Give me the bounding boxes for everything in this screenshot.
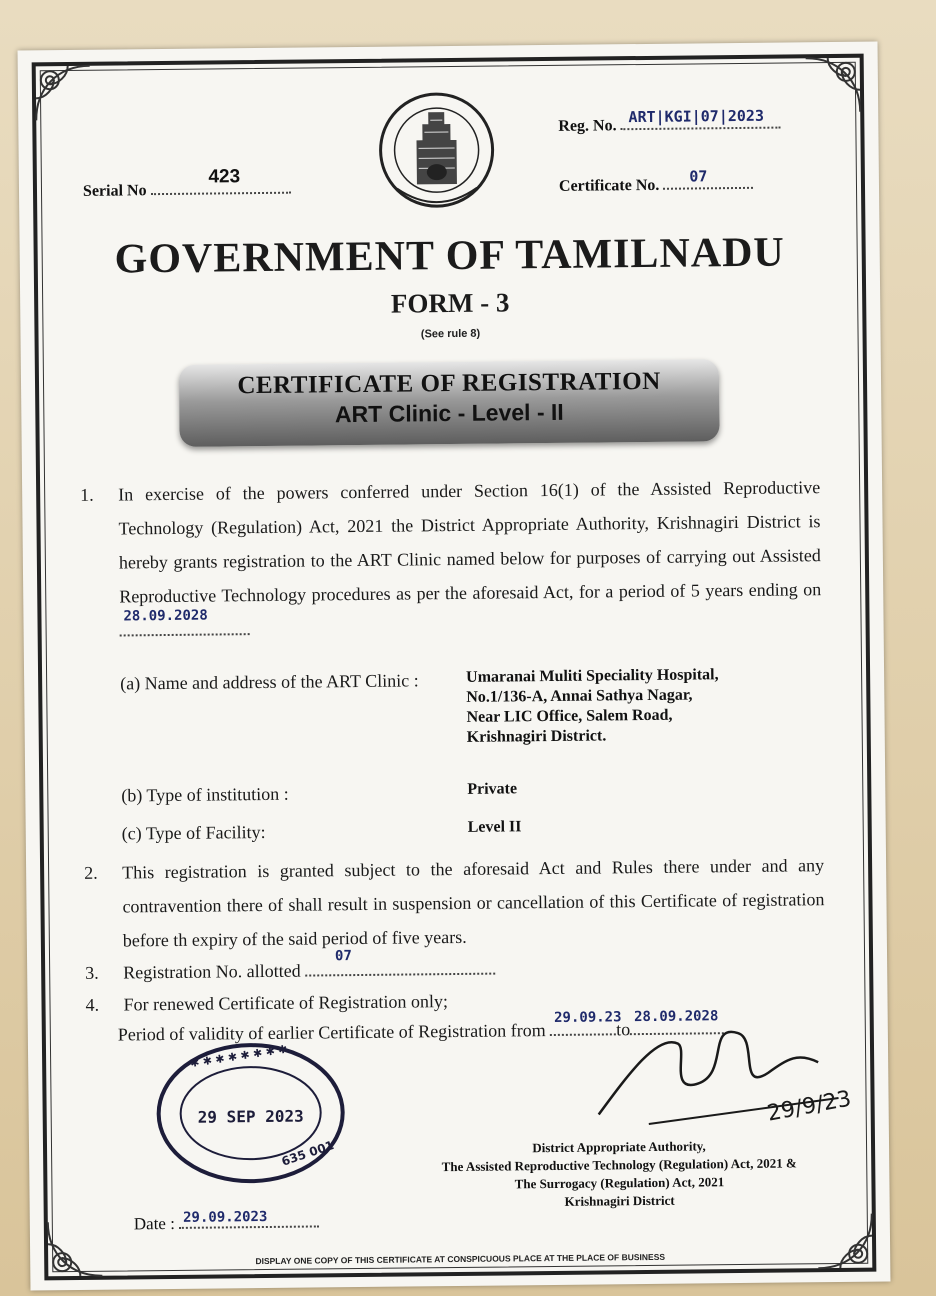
- display-notice: DISPLAY ONE COPY OF THIS CERTIFICATE AT CONSPICUOUS PLACE AT THE PLACE OF BUSINESS: [255, 1251, 666, 1267]
- serial-number: [82, 166, 291, 201]
- corner-ornament-icon: [798, 50, 869, 121]
- address-line: Near LIC Office, Salem Road,: [466, 706, 673, 726]
- date-value: 29.09.2023: [183, 1208, 268, 1226]
- authority-line: The Assisted Reproductive Technology (Regulation) Act, 2021 &: [441, 1155, 797, 1175]
- registration-allotted-label: Registration No. allotted: [123, 960, 301, 983]
- banner-line1: CERTIFICATE OF REGISTRATION: [237, 367, 661, 400]
- reg-label: Reg. No.: [558, 117, 617, 135]
- registration-number: [558, 106, 780, 136]
- seal-date: 29 SEP 2023: [197, 1106, 304, 1127]
- paragraph-number: 3.: [85, 962, 99, 983]
- paragraph-1: [80, 470, 822, 648]
- facility-type-value: Level II: [467, 818, 522, 836]
- official-seal-stamp: [150, 1037, 352, 1189]
- facility-type-label: (c) Type of Facility:: [121, 821, 266, 844]
- paragraph-2-text: This registration is granted subject to the aforesaid Act and Rules there under and any contravention there of shall result in suspension or cancellation of this Certificate of registration before th expiry of the said period of five years.: [122, 855, 825, 951]
- paragraph-2: [84, 848, 825, 958]
- corner-ornament-icon: [810, 1206, 881, 1277]
- authority-line: District Appropriate Authority,: [532, 1138, 706, 1156]
- form-title: FORM - 3: [390, 287, 510, 319]
- certificate-number: [558, 167, 754, 196]
- authority-line: Krishnagiri District: [564, 1192, 675, 1209]
- cert-label: Certificate No.: [558, 176, 660, 195]
- address-line: Umaranai Muliti Speciality Hospital,: [466, 666, 719, 686]
- certificate-page: [18, 42, 891, 1291]
- issue-date: [134, 1207, 320, 1234]
- validity-from: 29.09.23: [553, 1009, 622, 1026]
- banner-line2: ART Clinic - Level - II: [334, 398, 564, 428]
- rule-reference: (See rule 8): [420, 327, 481, 341]
- clinic-address: [466, 665, 719, 748]
- certificate-banner: [179, 359, 720, 447]
- reg-value: ART|KGI|07|2023: [628, 106, 765, 127]
- validity-to-word: to: [616, 1019, 631, 1040]
- serial-label: Serial No: [82, 182, 147, 200]
- corner-ornament-icon: [40, 1214, 111, 1285]
- institution-type-label: (b) Type of institution :: [121, 783, 289, 806]
- validity-label: Period of validity of earlier Certificate of Registration from: [117, 1020, 546, 1045]
- address-line: Krishnagiri District.: [466, 727, 607, 746]
- svg-text:✱ ✱ ✱ ✱ ✱ ✱ ✱ ✱: ✱ ✱ ✱ ✱ ✱ ✱ ✱ ✱: [189, 1042, 289, 1071]
- date-label: Date :: [133, 1213, 175, 1234]
- paragraph-number: 4.: [85, 994, 100, 1015]
- serial-value: 423: [208, 166, 241, 188]
- paragraph-1-text: In exercise of the powers conferred under Section 16(1) of the Assisted Reproductive Technology (Regulation) Act, 2021 the District Appropriate Authority, Krishnagiri District is hereby grants registration to the ART Clinic named below for purposes of carrying out Assisted Reproductive Technology procedures as per the aforesaid Act, for a period of 5 years ending on: [118, 477, 822, 607]
- page-title: GOVERNMENT OF TAMILNADU: [114, 229, 786, 283]
- corner-ornament-icon: [28, 58, 99, 129]
- renewal-note: For renewed Certificate of Registration only;: [123, 991, 449, 1015]
- seal-pin: 635 001: [279, 1138, 336, 1169]
- address-line: No.1/136-A, Annai Sathya Nagar,: [466, 686, 693, 706]
- signature-date: 29/9/23: [765, 1086, 854, 1127]
- institution-type-value: Private: [467, 780, 518, 798]
- validity-to: 28.09.2028: [633, 1008, 719, 1026]
- cert-value: 07: [689, 167, 708, 186]
- registration-allotted-value: 07: [334, 948, 352, 965]
- signature: [588, 1002, 859, 1145]
- clinic-name-label: (a) Name and address of the ART Clinic :: [120, 670, 419, 694]
- tamilnadu-emblem-icon: [376, 88, 497, 219]
- paragraph-number: 1.: [80, 484, 94, 505]
- issuing-authority: [409, 1136, 830, 1212]
- authority-line: The Surrogacy (Regulation) Act, 2021: [514, 1174, 725, 1192]
- paragraph-number: 2.: [84, 862, 98, 883]
- end-date: 28.09.2028: [123, 607, 208, 625]
